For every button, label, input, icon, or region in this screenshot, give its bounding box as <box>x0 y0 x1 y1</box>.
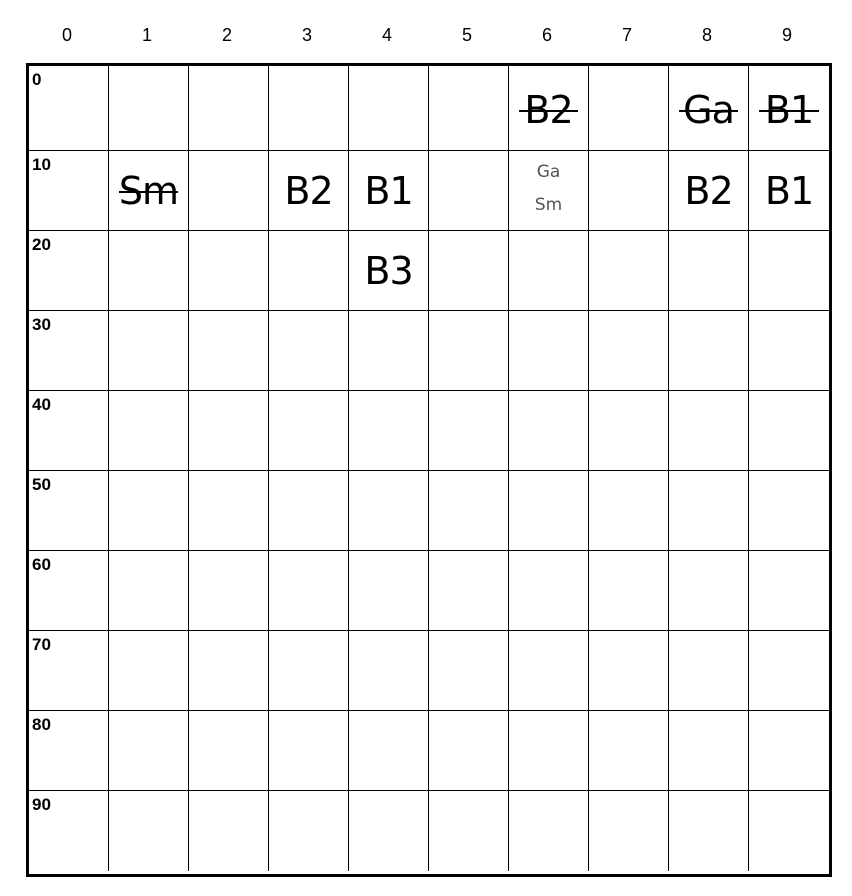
board-cell-r2-c8[interactable] <box>669 231 749 311</box>
board-cell-r8-c1[interactable] <box>109 711 189 791</box>
board-cell-r7-c9[interactable] <box>749 631 829 711</box>
board-cell-r9-c0[interactable] <box>29 791 109 871</box>
column-label-5: 5 <box>461 25 472 45</box>
struck-mark-r0c9: B1 <box>749 88 829 132</box>
board-cell-r4-c7[interactable] <box>589 391 669 471</box>
board-cell-r5-c7[interactable] <box>589 471 669 551</box>
board-cell-r0-c3[interactable] <box>269 66 349 151</box>
board-cell-r1-c9[interactable] <box>749 151 829 231</box>
board-cell-r9-c3[interactable] <box>269 791 349 871</box>
row-label-2: 20 <box>32 235 51 254</box>
board-cell-r5-c8[interactable] <box>669 471 749 551</box>
board-cell-r8-c0[interactable] <box>29 711 109 791</box>
board-cell-r2-c5[interactable] <box>429 231 509 311</box>
board-cell-r4-c8[interactable] <box>669 391 749 471</box>
board-cell-r8-c8[interactable] <box>669 711 749 791</box>
board-cell-r7-c3[interactable] <box>269 631 349 711</box>
cell-mark-r1c4: B1 <box>364 169 413 213</box>
board-cell-r2-c7[interactable] <box>589 231 669 311</box>
board-cell-r7-c2[interactable] <box>189 631 269 711</box>
board-cell-r6-c4[interactable] <box>349 551 429 631</box>
board-cell-r9-c9[interactable] <box>749 791 829 871</box>
column-label-3: 3 <box>301 25 312 45</box>
board-cell-r4-c6[interactable] <box>509 391 589 471</box>
board-cell-r5-c9[interactable] <box>749 471 829 551</box>
column-label-2: 2 <box>221 25 232 45</box>
board-cell-r6-c1[interactable] <box>109 551 189 631</box>
board-cell-r8-c2[interactable] <box>189 711 269 791</box>
board-cell-r8-c4[interactable] <box>349 711 429 791</box>
board-cell-r4-c2[interactable] <box>189 391 269 471</box>
board-cell-r2-c4[interactable] <box>349 231 429 311</box>
board-cell-r1-c4[interactable] <box>349 151 429 231</box>
board-cell-r5-c3[interactable] <box>269 471 349 551</box>
board-cell-r2-c9[interactable] <box>749 231 829 311</box>
board-cell-r1-c7[interactable] <box>589 151 669 231</box>
row-label-6: 60 <box>32 555 51 574</box>
board-cell-r5-c1[interactable] <box>109 471 189 551</box>
struck-mark-r1c1: Sm <box>109 169 188 213</box>
board-cell-r3-c8[interactable] <box>669 311 749 391</box>
board-cell-r0-c5[interactable] <box>429 66 509 151</box>
board-cell-r5-c2[interactable] <box>189 471 269 551</box>
board-cell-r8-c9[interactable] <box>749 711 829 791</box>
column-header <box>27 22 827 48</box>
board-cell-r3-c3[interactable] <box>269 311 349 391</box>
board-cell-r3-c7[interactable] <box>589 311 669 391</box>
board-cell-r0-c0[interactable] <box>29 66 109 151</box>
board-cell-r5-c4[interactable] <box>349 471 429 551</box>
board-cell-r8-c5[interactable] <box>429 711 509 791</box>
board-cell-r6-c0[interactable] <box>29 551 109 631</box>
board-cell-r2-c2[interactable] <box>189 231 269 311</box>
board-cell-r4-c0[interactable] <box>29 391 109 471</box>
board-cell-r1-c0[interactable] <box>29 151 109 231</box>
board-cell-r4-c1[interactable] <box>109 391 189 471</box>
board-cell-r3-c6[interactable] <box>509 311 589 391</box>
board-cell-r3-c5[interactable] <box>429 311 509 391</box>
board-cell-r6-c2[interactable] <box>189 551 269 631</box>
board-cell-r9-c6[interactable] <box>509 791 589 871</box>
board-cell-r9-c4[interactable] <box>349 791 429 871</box>
game-board <box>26 63 832 877</box>
board-cell-r6-c3[interactable] <box>269 551 349 631</box>
board-cell-r9-c5[interactable] <box>429 791 509 871</box>
row-label-3: 30 <box>32 315 51 334</box>
board-cell-r7-c5[interactable] <box>429 631 509 711</box>
column-label-7: 7 <box>621 25 632 45</box>
board-cell-r6-c7[interactable] <box>589 551 669 631</box>
column-label-9: 9 <box>781 25 792 45</box>
board-cell-r8-c3[interactable] <box>269 711 349 791</box>
column-label-1: 1 <box>141 25 152 45</box>
board-cell-r2-c0[interactable] <box>29 231 109 311</box>
board-cell-r5-c6[interactable] <box>509 471 589 551</box>
board-cell-r2-c3[interactable] <box>269 231 349 311</box>
board-cell-r7-c8[interactable] <box>669 631 749 711</box>
column-label-4: 4 <box>381 25 392 45</box>
board-cell-r6-c8[interactable] <box>669 551 749 631</box>
cell-mark-r1c3: B2 <box>284 169 333 213</box>
cell-note-r1c6-1: Sm <box>534 195 563 215</box>
row-label-7: 70 <box>32 635 51 654</box>
cell-mark-r1c8: B2 <box>684 169 733 213</box>
cell-note-r1c6-0: Ga <box>536 162 561 182</box>
board-cell-r9-c8[interactable] <box>669 791 749 871</box>
board-cell-r9-c2[interactable] <box>189 791 269 871</box>
row-label-5: 50 <box>32 475 51 494</box>
row-label-0: 0 <box>32 70 42 89</box>
board-cell-r1-c2[interactable] <box>189 151 269 231</box>
board-cell-r6-c6[interactable] <box>509 551 589 631</box>
board-cell-r1-c5[interactable] <box>429 151 509 231</box>
row-label-1: 10 <box>32 155 51 174</box>
board-cell-r4-c5[interactable] <box>429 391 509 471</box>
board-cell-r1-c8[interactable] <box>669 151 749 231</box>
board-cell-r0-c4[interactable] <box>349 66 429 151</box>
board-cell-r0-c8[interactable] <box>669 66 749 151</box>
board-cell-r7-c7[interactable] <box>589 631 669 711</box>
board-cell-r0-c1[interactable] <box>109 66 189 151</box>
board-cell-r7-c0[interactable] <box>29 631 109 711</box>
board-cell-r6-c9[interactable] <box>749 551 829 631</box>
row-label-4: 40 <box>32 395 51 414</box>
row-label-9: 90 <box>32 795 51 814</box>
board-cell-r1-c1[interactable] <box>109 151 189 231</box>
board-cell-r4-c3[interactable] <box>269 391 349 471</box>
board-cell-r8-c6[interactable] <box>509 711 589 791</box>
board-cell-r5-c5[interactable] <box>429 471 509 551</box>
board-cell-r4-c9[interactable] <box>749 391 829 471</box>
struck-mark-r0c6: B2 <box>509 88 588 132</box>
cell-mark-r1c9: B1 <box>764 169 814 213</box>
board-cell-r3-c0[interactable] <box>29 311 109 391</box>
board-cell-r0-c7[interactable] <box>589 66 669 151</box>
board-cell-r0-c9[interactable] <box>749 66 829 151</box>
board-cell-r7-c4[interactable] <box>349 631 429 711</box>
cell-mark-r2c4: B3 <box>364 249 413 293</box>
board-cell-r9-c1[interactable] <box>109 791 189 871</box>
board-cell-r2-c6[interactable] <box>509 231 589 311</box>
board-cell-r4-c4[interactable] <box>349 391 429 471</box>
board-cell-r2-c1[interactable] <box>109 231 189 311</box>
board-cell-r8-c7[interactable] <box>589 711 669 791</box>
board-cell-r3-c1[interactable] <box>109 311 189 391</box>
board-cell-r1-c6[interactable] <box>509 151 589 231</box>
board-cell-r7-c1[interactable] <box>109 631 189 711</box>
column-label-0: 0 <box>61 25 72 45</box>
board-cell-r5-c0[interactable] <box>29 471 109 551</box>
board-cell-r0-c6[interactable] <box>509 66 589 151</box>
board-cell-r9-c7[interactable] <box>589 791 669 871</box>
column-label-6: 6 <box>541 25 552 45</box>
row-label-8: 80 <box>32 715 51 734</box>
column-label-8: 8 <box>701 25 712 45</box>
struck-mark-r0c8: Ga <box>669 88 748 132</box>
board-cell-r3-c2[interactable] <box>189 311 269 391</box>
board-cell-r3-c4[interactable] <box>349 311 429 391</box>
board-cell-r7-c6[interactable] <box>509 631 589 711</box>
board-cell-r1-c3[interactable] <box>269 151 349 231</box>
board-cell-r3-c9[interactable] <box>749 311 829 391</box>
board-cell-r6-c5[interactable] <box>429 551 509 631</box>
board-cell-r0-c2[interactable] <box>189 66 269 151</box>
